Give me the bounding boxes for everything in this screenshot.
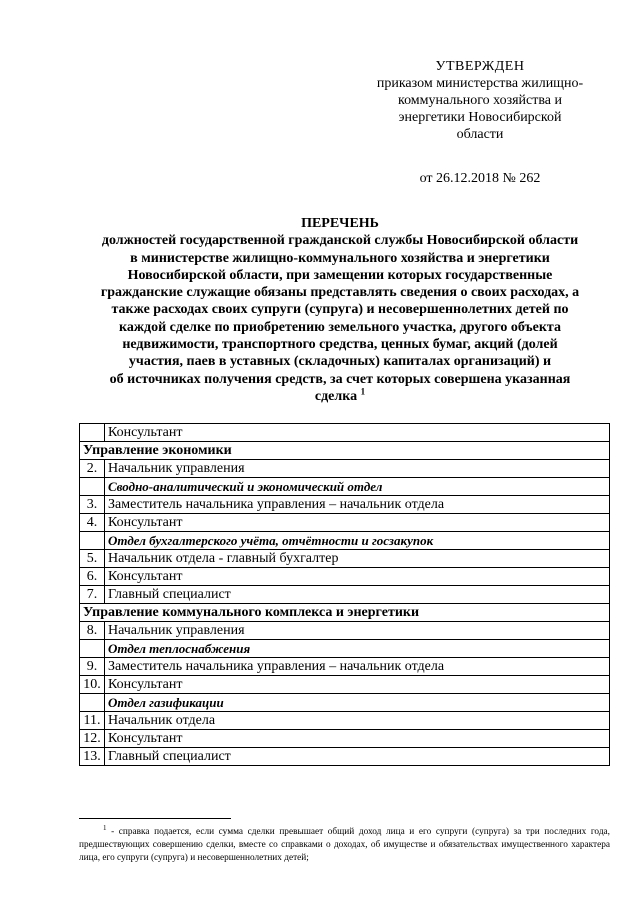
subdivision-name: Отдел газификации (105, 694, 610, 712)
position-name: Консультант (105, 730, 610, 748)
row-number: 12. (80, 730, 105, 748)
row-number: 6. (80, 568, 105, 586)
row-number: 3. (80, 496, 105, 514)
row-number-empty (80, 694, 105, 712)
table-row (80, 514, 610, 532)
position-name: Консультант (105, 424, 610, 442)
position-name: Начальник отдела - главный бухгалтер (105, 550, 610, 568)
row-number: 13. (80, 748, 105, 766)
subdivision-name: Сводно-аналитический и экономический отдел (105, 478, 610, 496)
position-name: Начальник управления (105, 460, 610, 478)
position-name: Заместитель начальника управления – начальник отдела (105, 496, 610, 514)
department-row (80, 604, 610, 622)
row-number: 10. (80, 676, 105, 694)
table-row (80, 586, 610, 604)
title-line: недвижимости, транспортного средства, ценных бумаг, акций (долей (122, 337, 558, 353)
title-last-line: сделка (314, 388, 358, 404)
footnote-text: - справка подается, если сумма сделки превышает общий доход лица и его супруги (супруга) за три последних года, предшествующих совершению сделки, вместе со справками о доходах, об имуществе и обязательствах имущественного характера лица, его супруги (супруга) и несовершеннолетних детей; (79, 827, 610, 864)
row-number: 8. (80, 622, 105, 640)
title-line: участия, паев в уставных (складочных) капиталах организаций) и (128, 354, 552, 370)
position-name: Заместитель начальника управления – начальник отдела (105, 658, 610, 676)
row-number-empty (80, 640, 105, 658)
row-number: 5. (80, 550, 105, 568)
footnote-separator (79, 818, 231, 819)
table-row (80, 622, 610, 640)
row-number: 2. (80, 460, 105, 478)
document-title (70, 215, 610, 405)
row-number: 7. (80, 586, 105, 604)
positions-table (79, 423, 610, 766)
row-number: 4. (80, 514, 105, 532)
table-row (80, 496, 610, 514)
approval-block (360, 58, 600, 187)
title-line: гражданские служащие обязаны представлять сведения о своих расходах, а (100, 285, 580, 301)
table-row (80, 550, 610, 568)
table-row (80, 730, 610, 748)
positions-table-body (80, 424, 610, 766)
row-number: 9. (80, 658, 105, 676)
subdivision-name: Отдел бухгалтерского учёта, отчётности и госзакупок (105, 532, 610, 550)
row-number (80, 424, 105, 442)
department-row (80, 442, 610, 460)
approval-line: коммунального хозяйства и (397, 93, 563, 108)
table-row (80, 568, 610, 586)
title-line: Новосибирской области, при замещении которых государственные (127, 267, 553, 283)
title-line: должностей государственной гражданской службы Новосибирской области (101, 233, 579, 249)
title-line: об источниках получения средств, за счет которых совершена указанная (109, 371, 571, 387)
department-name: Управление экономики (80, 442, 610, 460)
department-name: Управление коммунального комплекса и энергетики (80, 604, 610, 622)
position-name: Главный специалист (105, 748, 610, 766)
subdivision-row (80, 640, 610, 658)
row-number: 11. (80, 712, 105, 730)
title-line: также расходах своих супруги (супруга) и несовершеннолетних детей по (111, 302, 569, 318)
position-name: Начальник отдела (105, 712, 610, 730)
table-row (80, 424, 610, 442)
position-name: Консультант (105, 514, 610, 532)
position-name: Начальник управления (105, 622, 610, 640)
title-line: каждой сделке по приобретению земельного участка, другого объекта (119, 319, 561, 335)
table-row (80, 676, 610, 694)
approval-line: приказом министерства жилищно- (376, 76, 584, 91)
row-number-empty (80, 532, 105, 550)
title-line (70, 388, 610, 405)
approval-line: энергетики Новосибирской (398, 110, 562, 125)
footnote (79, 822, 610, 865)
subdivision-row (80, 478, 610, 496)
title-heading: ПЕРЕЧЕНЬ (301, 216, 379, 231)
table-row (80, 460, 610, 478)
footnote-mark: 1 (103, 824, 107, 832)
table-row (80, 748, 610, 766)
approval-line: области (456, 127, 504, 142)
table-row (80, 658, 610, 676)
approval-heading: УТВЕРЖДЕН (435, 59, 525, 74)
approval-date: от 26.12.2018 № 262 (419, 171, 541, 186)
position-name: Главный специалист (105, 586, 610, 604)
position-name: Консультант (105, 676, 610, 694)
position-name: Консультант (105, 568, 610, 586)
subdivision-row (80, 532, 610, 550)
title-line: в министерстве жилищно-коммунального хозяйства и энергетики (130, 250, 550, 266)
row-number-empty (80, 478, 105, 496)
subdivision-row (80, 694, 610, 712)
footnote-ref: 1 (360, 386, 366, 397)
table-row (80, 712, 610, 730)
subdivision-name: Отдел теплоснабжения (105, 640, 610, 658)
